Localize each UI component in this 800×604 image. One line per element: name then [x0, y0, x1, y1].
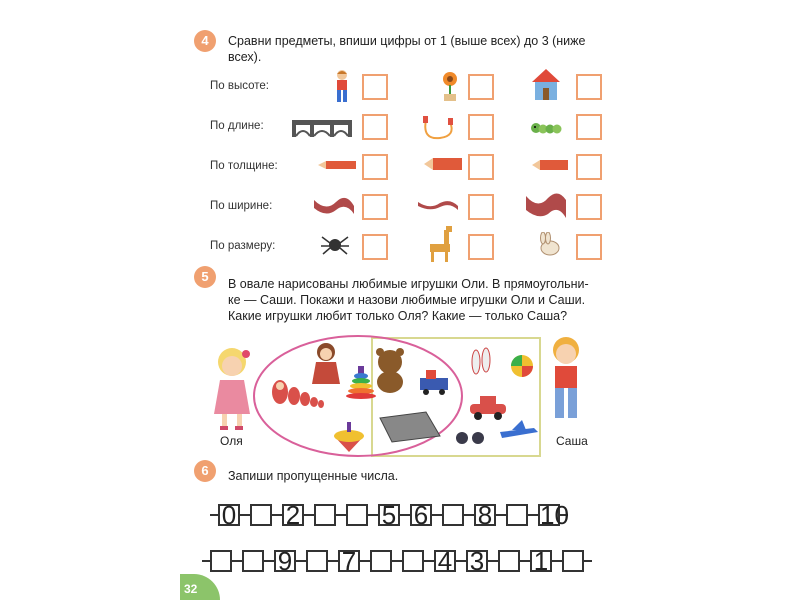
- answer-box-size-2[interactable]: [468, 234, 494, 260]
- row-label-length: По длине:: [210, 120, 264, 132]
- answer-box-thickness-2[interactable]: [468, 154, 494, 180]
- sequence-cell: 3: [466, 550, 488, 572]
- answer-box-height-3[interactable]: [576, 74, 602, 100]
- sequence-cell: 7: [338, 550, 360, 572]
- task-4-line2: всех).: [228, 50, 262, 64]
- sequence-cell: 1: [530, 550, 552, 572]
- scarf-medium-picture: [312, 194, 356, 216]
- sequence-cell: 9: [274, 550, 296, 572]
- sequence-cell-blank[interactable]: [442, 504, 464, 526]
- pencil-medium-picture: [424, 157, 462, 171]
- answer-box-thickness-3[interactable]: [576, 154, 602, 180]
- bowling-pins-picture: [472, 348, 490, 374]
- task-6-instructions: Запиши пропущенные числа.: [228, 469, 399, 483]
- sequence-cell-blank[interactable]: [210, 550, 232, 572]
- number-sequence-row-2: [180, 546, 620, 580]
- task-number-5: 5: [194, 266, 216, 288]
- boy-sasha-picture: [553, 337, 579, 418]
- sequence-cell-blank[interactable]: [346, 504, 368, 526]
- pencil-thick-picture: [532, 159, 568, 171]
- answer-box-width-1[interactable]: [362, 194, 388, 220]
- sequence-cell: 5: [378, 504, 400, 526]
- task-5-instructions: [228, 276, 618, 324]
- answer-box-length-2[interactable]: [468, 114, 494, 140]
- doll-picture: [312, 343, 340, 384]
- answer-box-size-1[interactable]: [362, 234, 388, 260]
- giraffe-picture: [426, 224, 460, 264]
- task-5-line3: Какие игрушки любит только Оля? Какие — только Саша?: [228, 309, 568, 323]
- sequence-cell-blank[interactable]: [562, 550, 584, 572]
- sequence-cell: 0: [218, 504, 240, 526]
- task-5-line1: В овале нарисованы любимые игрушки Оли. В прямоугольни-: [228, 277, 589, 291]
- girl-name-caption: Оля: [220, 434, 243, 448]
- sequence-cell: 6: [410, 504, 432, 526]
- sequence-cell-blank[interactable]: [242, 550, 264, 572]
- row-label-thickness: По толщине:: [210, 160, 278, 172]
- beach-ball-picture: [511, 355, 533, 377]
- task-number-4: 4: [194, 30, 216, 52]
- scarf-narrow-picture: [416, 198, 460, 212]
- answer-box-height-2[interactable]: [468, 74, 494, 100]
- scarf-wide-picture: [524, 190, 568, 220]
- jump-rope-picture: [420, 114, 460, 146]
- answer-box-size-3[interactable]: [576, 234, 602, 260]
- binoculars-picture: [456, 432, 484, 444]
- house-picture: [530, 66, 562, 102]
- page-number-badge: 32: [180, 574, 220, 600]
- answer-box-length-1[interactable]: [362, 114, 388, 140]
- toy-car-picture: [470, 396, 506, 420]
- chessboard-picture: [380, 412, 440, 442]
- pencil-thin-picture: [318, 160, 356, 170]
- sequence-cell-blank[interactable]: [498, 550, 520, 572]
- bridge-picture: [290, 116, 354, 138]
- row-label-width: По ширине:: [210, 200, 273, 212]
- toy-train-picture: [420, 370, 448, 395]
- sequence-cell: 8: [474, 504, 496, 526]
- girl-olya-picture: [214, 348, 250, 430]
- row-label-height: По высоте:: [210, 80, 269, 92]
- task-4-line1: Сравни предметы, впиши цифры от 1 (выше всех) до 3 (ниже: [228, 34, 586, 48]
- answer-box-thickness-1[interactable]: [362, 154, 388, 180]
- toys-venn-diagram: [204, 332, 584, 462]
- sequence-cell-blank[interactable]: [506, 504, 528, 526]
- boy-small-picture: [330, 68, 354, 104]
- sequence-cell-blank[interactable]: [402, 550, 424, 572]
- teddy-bear-picture: [376, 348, 404, 393]
- flower-picture: [438, 70, 462, 102]
- answer-box-width-2[interactable]: [468, 194, 494, 220]
- answer-box-width-3[interactable]: [576, 194, 602, 220]
- answer-box-length-3[interactable]: [576, 114, 602, 140]
- sequence-cell-blank[interactable]: [370, 550, 392, 572]
- rabbit-picture: [536, 232, 564, 256]
- sequence-cell-blank[interactable]: [306, 550, 328, 572]
- caterpillar-picture: [530, 120, 566, 136]
- sequence-cell: 2: [282, 504, 304, 526]
- answer-box-height-1[interactable]: [362, 74, 388, 100]
- task-5-line2: ке — Саши. Покажи и назови любимые игрушки Оли и Саши.: [228, 293, 586, 307]
- row-label-size: По размеру:: [210, 240, 276, 252]
- boy-name-caption: Саша: [556, 434, 588, 448]
- matryoshka-dolls-picture: [272, 380, 324, 408]
- sequence-cell-blank[interactable]: [250, 504, 272, 526]
- workbook-page: [180, 0, 620, 600]
- task-number-6: 6: [194, 460, 216, 482]
- number-sequence-row-1: [180, 500, 620, 534]
- spider-picture: [320, 234, 350, 256]
- sequence-cell: 4: [434, 550, 456, 572]
- spinning-top-picture: [334, 422, 364, 452]
- sequence-cell: 10: [540, 500, 569, 530]
- toy-airplane-picture: [500, 420, 538, 438]
- task-4-instructions: [228, 33, 618, 65]
- sequence-cell-blank[interactable]: [314, 504, 336, 526]
